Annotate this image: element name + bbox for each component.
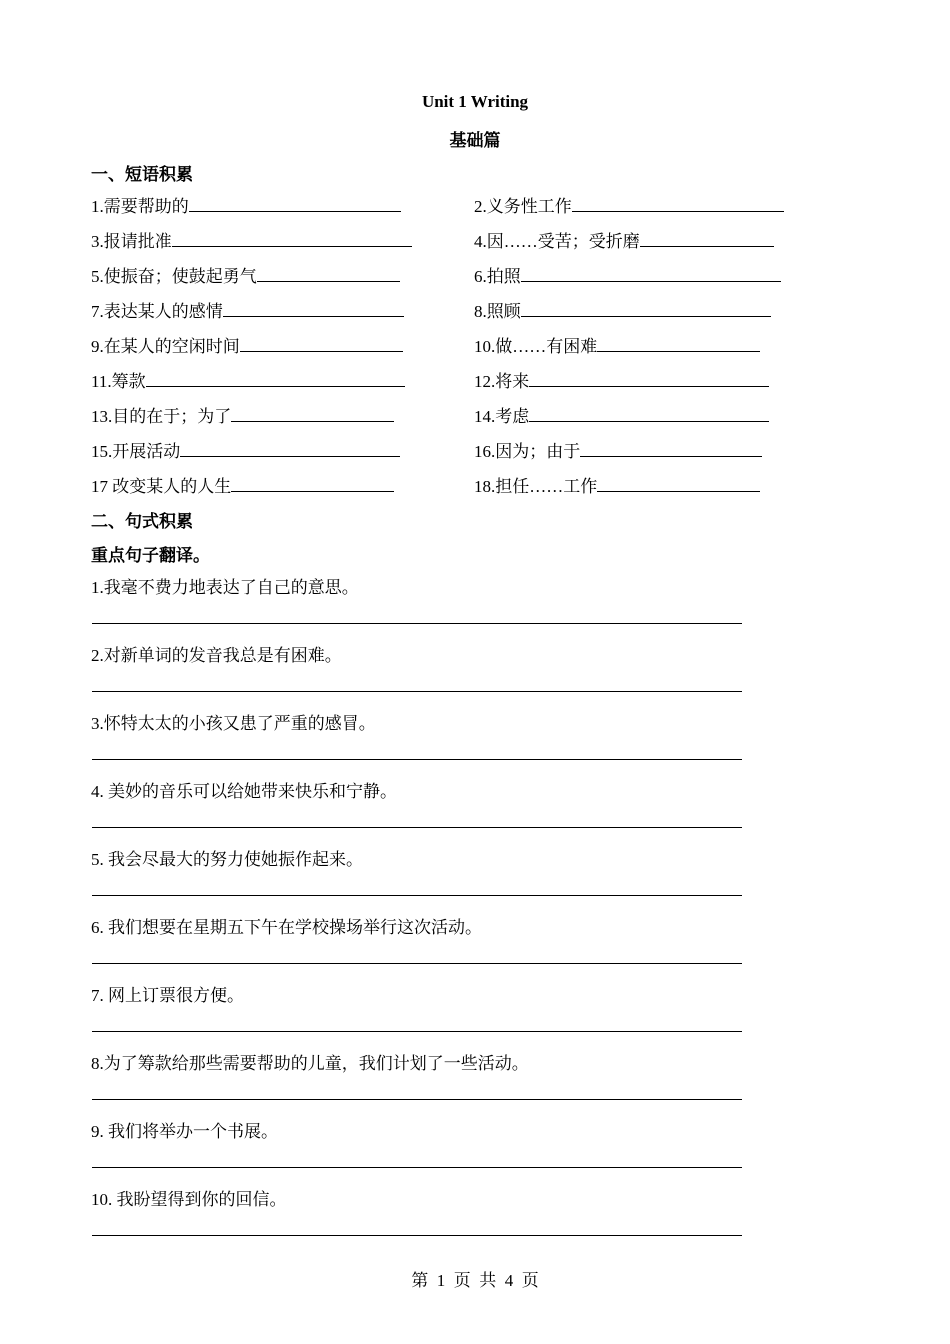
answer-blank[interactable] (223, 303, 404, 317)
phrase-item: 18.担任……工作 (474, 472, 760, 497)
answer-line[interactable] (92, 1099, 742, 1100)
answer-blank[interactable] (597, 338, 760, 352)
answer-line[interactable] (92, 691, 742, 692)
answer-line[interactable] (92, 895, 742, 896)
answer-blank[interactable] (597, 478, 760, 492)
phrase-item: 16.因为；由于 (474, 437, 762, 462)
translation-prompt: 9. 我们将举办一个书展。 (91, 1122, 278, 1141)
translation-prompt: 5. 我会尽最大的努力使她振作起来。 (91, 850, 363, 869)
translation-prompt: 1.我毫不费力地表达了自己的意思。 (91, 578, 359, 597)
translation-prompt: 10. 我盼望得到你的回信。 (91, 1190, 287, 1209)
answer-blank[interactable] (521, 268, 781, 282)
answer-blank[interactable] (231, 408, 394, 422)
answer-blank[interactable] (572, 198, 784, 212)
answer-line[interactable] (92, 963, 742, 964)
phrase-item: 3.报请批准 (91, 227, 412, 252)
translation-prompt: 3.怀特太太的小孩又患了严重的感冒。 (91, 714, 376, 733)
document-title: Unit 1 Writing (421, 92, 529, 111)
answer-line[interactable] (92, 827, 742, 828)
answer-blank[interactable] (180, 443, 400, 457)
phrase-item: 11.筹款 (91, 367, 405, 392)
current-page: 1 (436, 1271, 446, 1290)
answer-line[interactable] (92, 1167, 742, 1168)
answer-line[interactable] (92, 1235, 742, 1236)
phrase-item: 14.考虑 (474, 402, 769, 427)
page-footer: 第 1 页 共 4 页 (411, 1271, 539, 1290)
answer-line[interactable] (92, 623, 742, 624)
translation-prompt: 7. 网上订票很方便。 (91, 986, 244, 1005)
answer-blank[interactable] (521, 303, 771, 317)
section-heading-sentences: 二、句式积累 (91, 512, 193, 531)
phrase-item: 10.做……有困难 (474, 332, 760, 357)
phrase-item: 15.开展活动 (91, 437, 400, 462)
answer-blank[interactable] (580, 443, 762, 457)
answer-blank[interactable] (257, 268, 400, 282)
document-subtitle: 基础篇 (449, 131, 501, 150)
answer-blank[interactable] (172, 233, 412, 247)
answer-blank[interactable] (529, 408, 769, 422)
translation-prompt: 2.对新单词的发音我总是有困难。 (91, 646, 342, 665)
total-pages: 4 (504, 1271, 514, 1290)
phrase-item: 1.需要帮助的 (91, 192, 401, 217)
phrase-item: 9.在某人的空闲时间 (91, 332, 403, 357)
phrase-item: 2.义务性工作 (474, 192, 784, 217)
phrase-item: 4.因……受苦；受折磨 (474, 227, 774, 252)
translation-prompt: 4. 美妙的音乐可以给她带来快乐和宁静。 (91, 782, 397, 801)
phrase-item: 7.表达某人的感情 (91, 297, 404, 322)
answer-blank[interactable] (146, 373, 405, 387)
answer-blank[interactable] (640, 233, 774, 247)
phrase-item: 12.将来 (474, 367, 769, 392)
answer-blank[interactable] (189, 198, 401, 212)
translation-prompt: 6. 我们想要在星期五下午在学校操场举行这次活动。 (91, 918, 482, 937)
phrase-item: 13.目的在于；为了 (91, 402, 394, 427)
phrase-item: 17 改变某人的人生 (91, 472, 394, 497)
phrase-item: 5.使振奋；使鼓起勇气 (91, 262, 400, 287)
answer-blank[interactable] (529, 373, 769, 387)
answer-line[interactable] (92, 1031, 742, 1032)
section-subheading: 重点句子翻译。 (91, 546, 210, 565)
section-heading-phrases: 一、短语积累 (91, 165, 193, 184)
answer-blank[interactable] (231, 478, 394, 492)
answer-line[interactable] (92, 759, 742, 760)
phrase-item: 6.拍照 (474, 262, 781, 287)
answer-blank[interactable] (240, 338, 403, 352)
translation-prompt: 8.为了筹款给那些需要帮助的儿童，我们计划了一些活动。 (91, 1054, 529, 1073)
phrase-item: 8.照顾 (474, 297, 771, 322)
